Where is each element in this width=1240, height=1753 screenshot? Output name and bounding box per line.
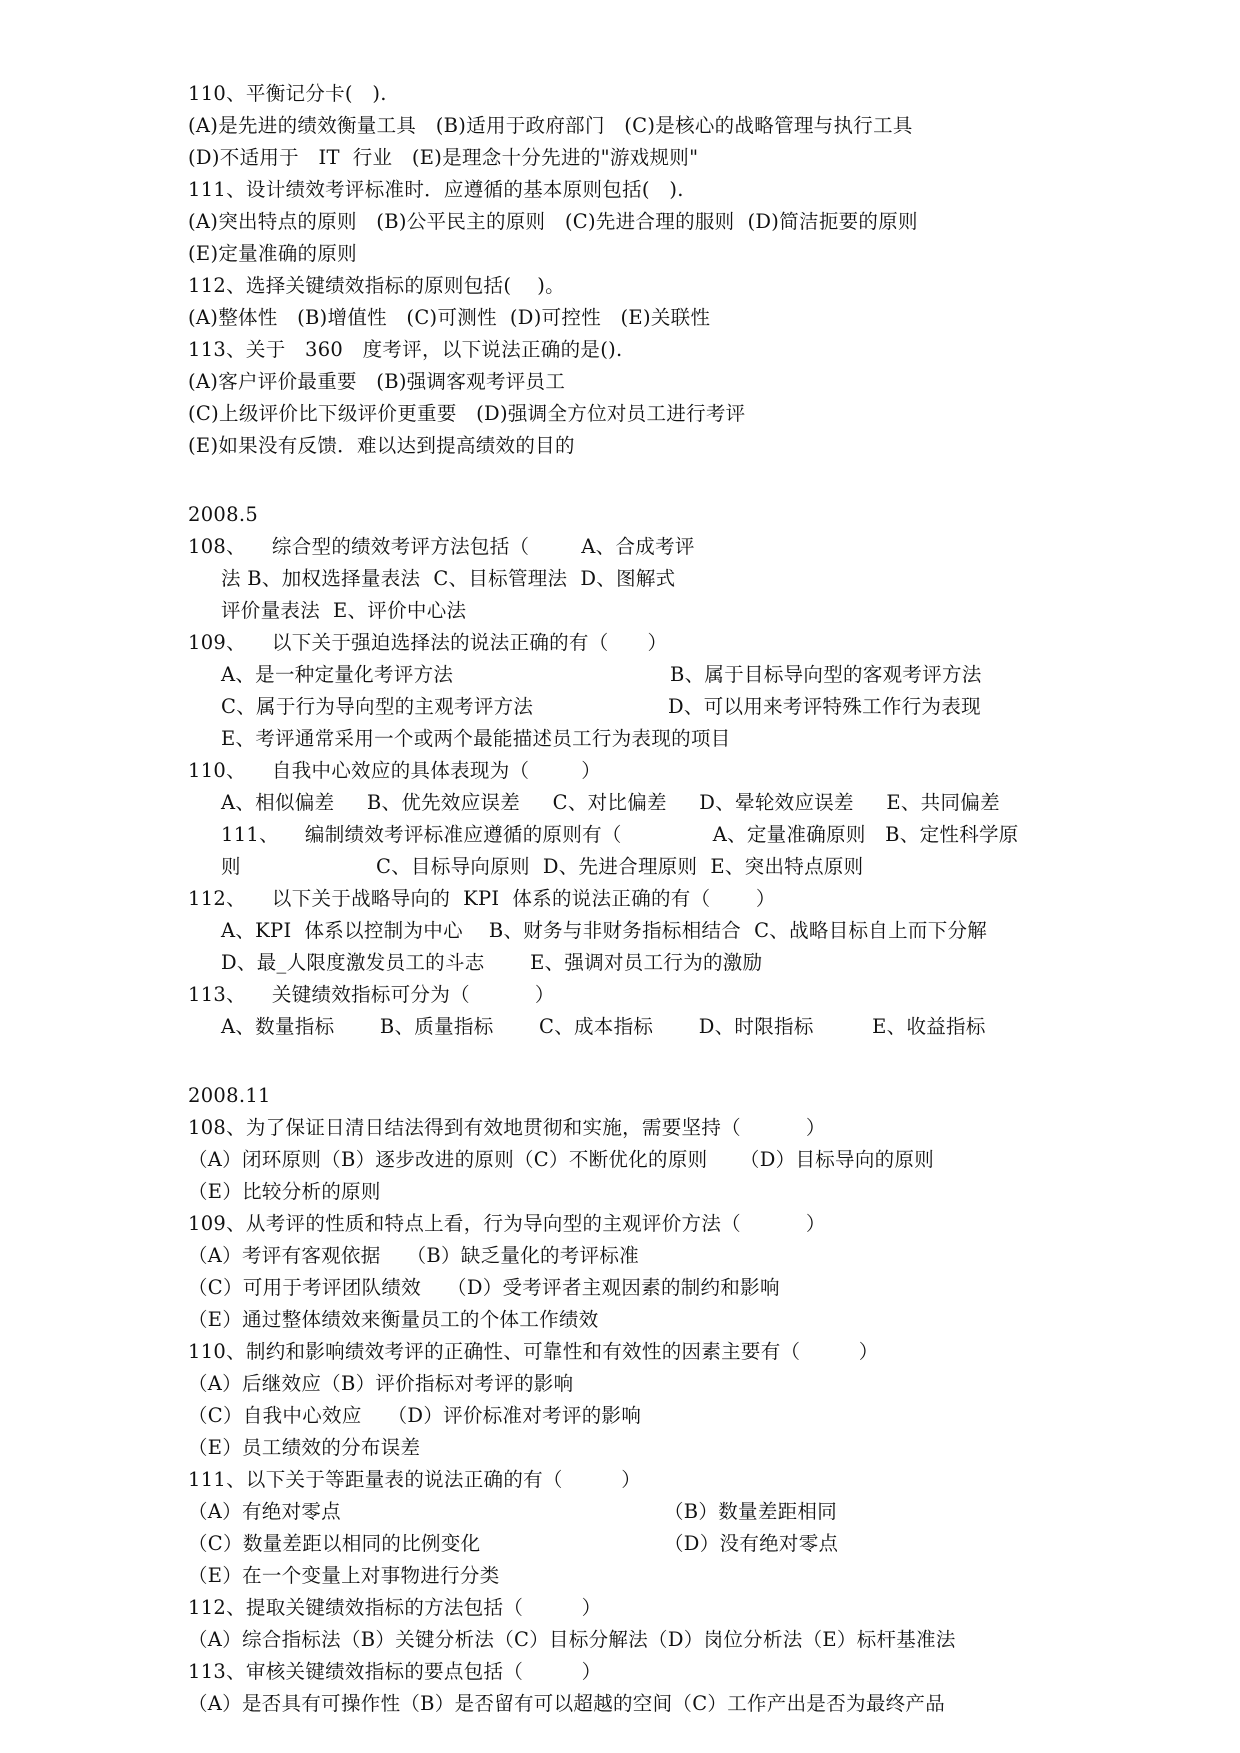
option-111-2008-11-a: （A）有绝对零点 [188, 1500, 341, 1523]
question-110-2008-11: 110、制约和影响绩效考评的正确性、可靠性和有效性的因素主要有（ ） [188, 1340, 879, 1363]
option-109-b: B、属于目标导向型的客观考评方法 [670, 663, 982, 686]
question-113-2008-11: 113、审核关键绩效指标的要点包括（ ） [188, 1660, 602, 1683]
question-110-2008-5: 110、 自我中心效应的具体表现为（ ） [188, 759, 602, 782]
question-113-2008-5: 113、 关键绩效指标可分为（ ） [188, 983, 555, 1006]
option-109-c: C、属于行为导向型的主观考评方法 [221, 695, 534, 718]
question-108-2008-5: 108、 综合型的绩效考评方法包括（ A、合成考评 [188, 535, 695, 558]
option-111-2008-11-d: （D）没有绝对零点 [664, 1532, 839, 1555]
option-109-e: E、考评通常采用一个或两个最能描述员工行为表现的项目 [221, 727, 731, 750]
options-110-2008-11-line-2: （C）自我中心效应 （D）评价标准对考评的影响 [188, 1404, 642, 1427]
options-113-2008-11: （A）是否具有可操作性（B）是否留有可以超越的空间（C）工作产出是否为最终产品 [188, 1692, 946, 1715]
question-108-2008-5-cont-1: 法 B、加权选择量表法 C、目标管理法 D、图解式 [221, 567, 676, 590]
options-112-2008-5-line-1: A、KPI 体系以控制为中心 B、财务与非财务指标相结合 C、战略目标自上而下分解 [221, 919, 988, 942]
options-112-2008-11: （A）综合指标法（B）关键分析法（C）目标分解法（D）岗位分析法（E）标杆基准法 [188, 1628, 956, 1651]
options-113-line-2: (C)上级评价比下级评价更重要 (D)强调全方位对员工进行考评 [188, 402, 746, 425]
options-111-line-1: (A)突出特点的原则 (B)公平民主的原则 (C)先进合理的服则 (D)简洁扼要的原则 [188, 210, 918, 233]
options-108-2008-11-line-1: （A）闭环原则（B）逐步改进的原则（C）不断优化的原则 （D）目标导向的原则 [188, 1148, 935, 1171]
option-109-a: A、是一种定量化考评方法 [221, 663, 454, 686]
options-113-2008-5: A、数量指标 B、质量指标 C、成本指标 D、时限指标 E、收益指标 [221, 1015, 986, 1038]
options-112-2008-5-line-2: D、最_人限度激发员工的斗志 E、强调对员工行为的激励 [221, 951, 763, 974]
question-110-2007: 110、平衡记分卡( ). [188, 82, 387, 105]
question-112-2008-5: 112、 以下关于战略导向的 KPI 体系的说法正确的有（ ） [188, 887, 776, 910]
question-109-2008-11: 109、从考评的性质和特点上看，行为导向型的主观评价方法（ ） [188, 1212, 826, 1235]
section-heading-2008-5: 2008.5 [188, 503, 259, 526]
option-111-2008-11-e: （E）在一个变量上对事物进行分类 [188, 1564, 500, 1587]
question-111-2008-5: 111、 编制绩效考评标准应遵循的原则有（ A、定量准确原则 B、定性科学原 [221, 823, 1019, 846]
options-108-2008-11-line-2: （E）比较分析的原则 [188, 1180, 381, 1203]
options-111-line-2: (E)定量准确的原则 [188, 242, 357, 265]
options-113-line-3: (E)如果没有反馈．难以达到提高绩效的目的 [188, 434, 575, 457]
options-109-2008-11-line-2: （C）可用于考评团队绩效 （D）受考评者主观因素的制约和影响 [188, 1276, 780, 1299]
section-heading-2008-11: 2008.11 [188, 1084, 271, 1107]
question-109-2008-5: 109、 以下关于强迫选择法的说法正确的有（ ） [188, 631, 668, 654]
question-112-2008-11: 112、提取关键绩效指标的方法包括（ ） [188, 1596, 602, 1619]
question-108-2008-5-cont-2: 评价量表法 E、评价中心法 [221, 599, 467, 622]
options-110-line-2: (D)不适用于 IT 行业 (E)是理念十分先进的"游戏规则" [188, 146, 699, 169]
options-110-2008-11-line-3: （E）员工绩效的分布误差 [188, 1436, 421, 1459]
question-111-2008-5-cont-2: C、目标导向原则 D、先进合理原则 E、突出特点原则 [376, 855, 864, 878]
question-111-2008-11: 111、以下关于等距量表的说法正确的有（ ） [188, 1468, 642, 1491]
option-109-d: D、可以用来考评特殊工作行为表现 [668, 695, 981, 718]
options-110-2008-5: A、相似偏差 B、优先效应误差 C、对比偏差 D、晕轮效应误差 E、共同偏差 [221, 791, 1000, 814]
question-112-2007: 112、选择关键绩效指标的原则包括( )。 [188, 274, 565, 297]
question-113-2007: 113、关于 360 度考评，以下说法正确的是(). [188, 338, 623, 361]
options-113-line-1: (A)客户评价最重要 (B)强调客观考评员工 [188, 370, 566, 393]
options-109-2008-11-line-3: （E）通过整体绩效来衡量员工的个体工作绩效 [188, 1308, 599, 1331]
options-110-line-1: (A)是先进的绩效衡量工具 (B)适用于政府部门 (C)是核心的战略管理与执行工具 [188, 114, 913, 137]
question-108-2008-11: 108、为了保证日清日结法得到有效地贯彻和实施，需要坚持（ ） [188, 1116, 826, 1139]
question-111-2007: 111、设计绩效考评标准时．应遵循的基本原则包括( ). [188, 178, 684, 201]
option-111-2008-11-c: （C）数量差距以相同的比例变化 [188, 1532, 481, 1555]
options-112-line-1: (A)整体性 (B)增值性 (C)可测性 (D)可控性 (E)关联性 [188, 306, 711, 329]
options-110-2008-11-line-1: （A）后继效应（B）评价指标对考评的影响 [188, 1372, 574, 1395]
option-111-2008-11-b: （B）数量差距相同 [664, 1500, 838, 1523]
options-109-2008-11-line-1: （A）考评有客观依据 （B）缺乏量化的考评标准 [188, 1244, 640, 1267]
question-111-2008-5-cont-1: 则 [221, 855, 241, 878]
